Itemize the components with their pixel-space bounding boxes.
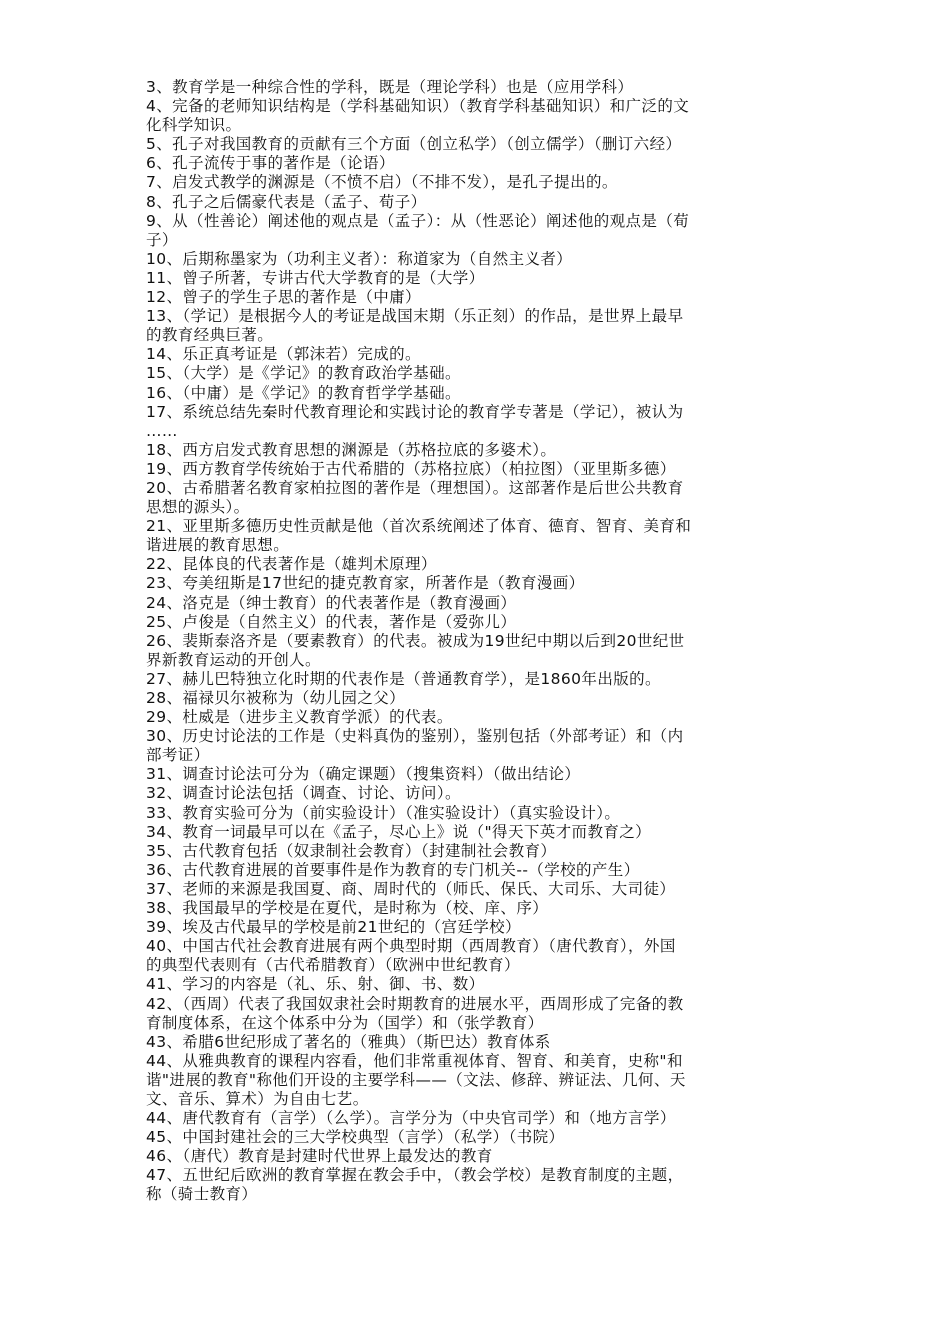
text-line: 34、教育一词最早可以在《孟子，尽心上》说（"得天下英才而教育之）: [146, 822, 652, 841]
text-line: 45、中国封建社会的三大学校典型（言学）（私学）（书院）: [146, 1128, 565, 1147]
text-line: 41、学习的内容是（礼、乐、射、御、书、数）: [146, 975, 485, 994]
text-line: 16、（中庸）是《学记》的教育哲学学基础。: [146, 383, 461, 402]
text-line: 8、孔子之后儒豪代表是（孟子、荀子）: [146, 192, 427, 211]
text-line: 谐进展的教育思想。: [146, 536, 290, 555]
text-line: 42、（西周）代表了我国奴隶社会时期教育的进展水平，西周形成了完备的教: [146, 994, 684, 1013]
text-line: 44、从雅典教育的课程内容看，他们非常重视体育、智育、和美育，史称"和: [146, 1051, 683, 1070]
text-line: 39、埃及古代最早的学校是前21世纪的（宫廷学校）: [146, 918, 521, 937]
text-line: 称（骑士教育）: [146, 1185, 258, 1204]
text-line: 18、西方启发式教育思想的渊源是（苏格拉底的多婆术）。: [146, 440, 557, 459]
text-line: 思想的源头）。: [146, 498, 250, 517]
text-line: 35、古代教育包括（奴隶制社会教育）（封建制社会教育）: [146, 841, 557, 860]
text-line: 11、曾子所著，专讲古代大学教育的是（大学）: [146, 268, 485, 287]
text-line: ……: [146, 421, 178, 440]
text-line: 子）: [146, 230, 178, 249]
text-line: 化科学知识。: [146, 116, 242, 135]
text-line: 12、曾子的学生子思的著作是（中庸）: [146, 288, 421, 307]
text-line: 4、完备的老师知识结构是（学科基础知识）（教育学科基础知识）和广泛的文: [146, 97, 690, 116]
text-line: 24、洛克是（绅士教育）的代表著作是（教育漫画）: [146, 593, 517, 612]
text-line: 27、赫儿巴特独立化时期的代表作是（普通教育学），是1860年出版的。: [146, 669, 661, 688]
text-line: 9、从（性善论）阐述他的观点是（孟子）：从（性恶论）阐述他的观点是（荀: [146, 211, 690, 230]
text-line: 7、启发式教学的渊源是（不愤不启）（不排不发），是孔子提出的。: [146, 173, 618, 192]
text-line: 30、历史讨论法的工作是（史料真伪的鉴别），鉴别包括（外部考证）和（内: [146, 727, 684, 746]
text-line: 的教育经典巨著。: [146, 326, 274, 345]
text-line: 47、五世纪后欧洲的教育掌握在教会手中，（教会学校）是教育制度的主题，: [146, 1166, 684, 1185]
text-line: 37、老师的来源是我国夏、商、周时代的（师氏、保氏、大司乐、大司徒）: [146, 879, 676, 898]
text-line: 40、中国古代社会教育进展有两个典型时期（西周教育）（唐代教育），外国: [146, 937, 676, 956]
text-line: 28、福禄贝尔被称为（幼儿园之父）: [146, 689, 406, 707]
text-line: 6、孔子流传于事的著作是（论语）: [146, 154, 395, 173]
text-line: 10、后期称墨家为（功利主义者）：称道家为（自然主义者）: [146, 249, 573, 268]
text-line: 32、调查讨论法包括（调查、讨论、访问）。: [146, 784, 461, 803]
text-line: 13、（学记）是根据今人的考证是战国末期（乐正刻）的作品，是世界上最早: [146, 307, 684, 326]
text-line: 文、音乐、算术）为自由七艺。: [146, 1089, 369, 1108]
text-line: 14、乐正真考证是（郭沫若）完成的。: [146, 345, 421, 364]
text-line: 20、古希腊著名教育家柏拉图的著作是（理想国）。这部著作是后世公共教育: [146, 478, 684, 497]
text-line: 5、孔子对我国教育的贡献有三个方面（创立私学）（创立儒学）（删订六经）: [146, 135, 682, 154]
text-line: 44、唐代教育有（言学）（么学）。言学分为（中央官司学）和（地方言学）: [146, 1109, 676, 1128]
text-line: 46、（唐代）教育是封建时代世界上最发达的教育: [146, 1147, 493, 1166]
text-line: 25、卢俊是（自然主义）的代表，著作是（爱弥儿）: [146, 612, 517, 631]
text-line: 23、夸美纽斯是17世纪的捷克教育家，所著作是（教育漫画）: [146, 574, 585, 593]
text-line: 的典型代表则有（古代希腊教育）（欧洲中世纪教育）: [146, 956, 520, 975]
text-line: 36、古代教育进展的首要事件是作为教育的专门机关--（学校的产生）: [146, 860, 640, 879]
text-line: 29、杜威是（进步主义教育学派）的代表。: [146, 708, 453, 727]
text-line: 33、教育实验可分为（前实验设计）（准实验设计）（真实验设计）。: [146, 803, 621, 822]
text-line: 15、（大学）是《学记》的教育政治学基础。: [146, 364, 461, 383]
text-line: 21、亚里斯多德历史性贡献是他（首次系统阐述了体育、德育、智育、美育和: [146, 517, 692, 536]
text-line: 17、系统总结先秦时代教育理论和实践讨论的教育学专著是（学记），被认为: [146, 402, 684, 421]
text-line: 界新教育运动的开创人。: [146, 650, 321, 669]
text-line: 19、西方教育学传统始于古代希腊的（苏格拉底）（柏拉图）（亚里斯多德）: [146, 459, 676, 478]
text-line: 26、裴斯泰洛齐是（要素教育）的代表。被成为19世纪中期以后到20世纪世: [146, 631, 685, 650]
text-line: 38、我国最早的学校是在夏代，是时称为（校、庠、序）: [146, 899, 549, 918]
document-body: [146, 78, 810, 1205]
text-line: 22、昆体良的代表著作是（雄判术原理）: [146, 555, 437, 574]
text-line: 3、教育学是一种综合性的学科，既是（理论学科）也是（应用学科）: [146, 78, 634, 96]
text-line: 部考证）: [146, 746, 210, 765]
text-line: 31、调查讨论法可分为（确定课题）（搜集资料）（做出结论）: [146, 765, 581, 784]
text-line: 43、希腊6世纪形成了著名的（雅典）（斯巴达）教育体系: [146, 1032, 551, 1051]
text-line: 育制度体系，在这个体系中分为（国学）和（张学教育）: [146, 1013, 544, 1032]
text-line: 谐"进展的教育"称他们开设的主要学科——（文法、修辞、辨证法、几何、天: [146, 1070, 686, 1089]
